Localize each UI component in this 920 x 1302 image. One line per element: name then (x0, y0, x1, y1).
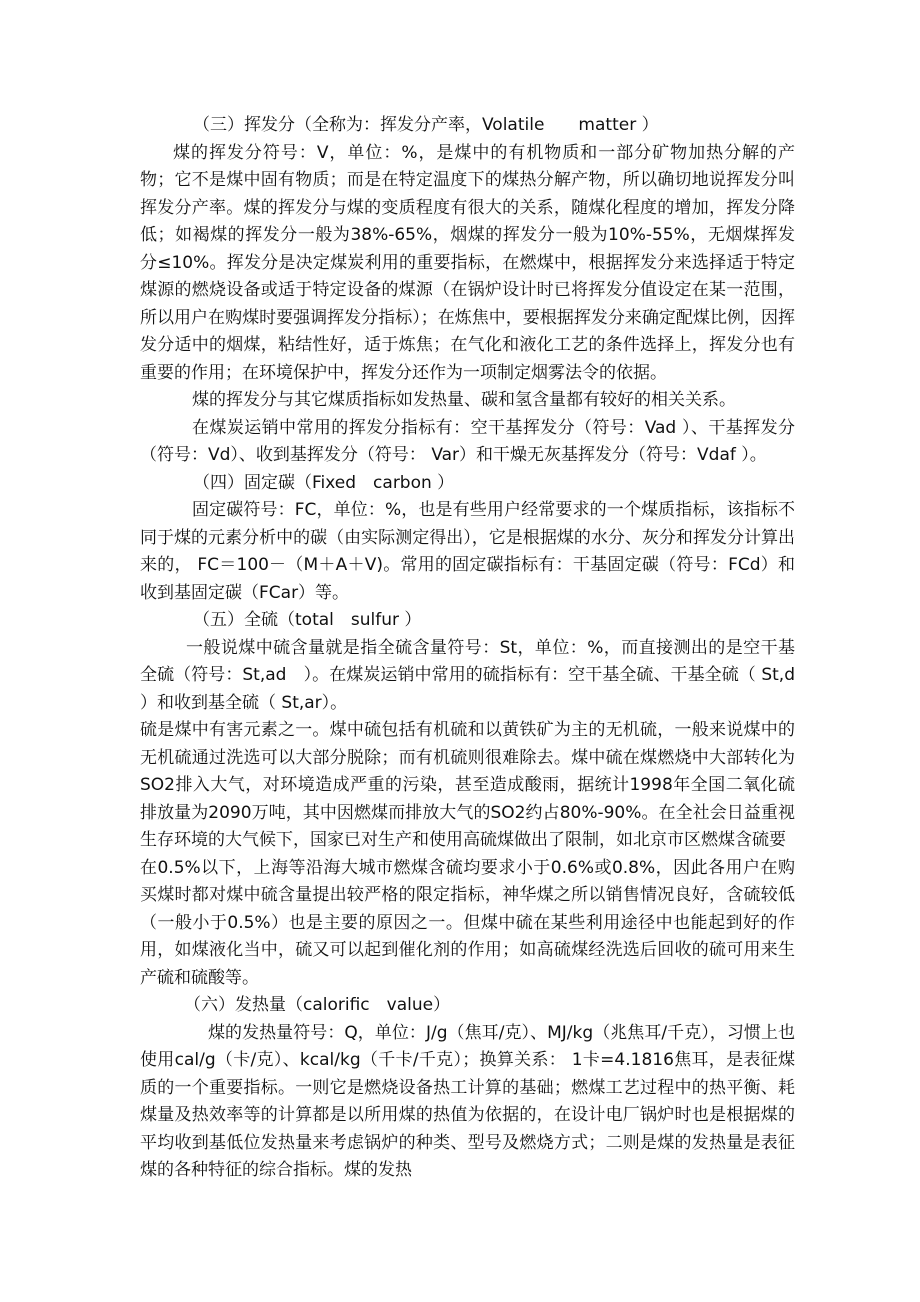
paragraph-sulfur-harm: 硫是煤中有害元素之一。煤中硫包括有机硫和以黄铁矿为主的无机硫，一般来说煤中的无机硫通过洗选可以大部分脱除；而有机硫则很难除去。煤中硫在煤燃烧中大部转化为SO2排入大气，对环境造成严重的污染，甚至造成酸雨，据统计1998年全国二氧化硫排放量为2090万吨，其中因燃煤而排放大气的SO2约占80%-90%。在全社会日益重视生存环境的大气候下，国家已对生产和使用高硫煤做出了限制，如北京市区燃煤含硫要 (140, 720, 795, 850)
paragraph-volatile-definition: 煤的挥发分符号：V，单位：%，是煤中的有机物质和一部分矿物加热分解的产物；它不是煤中固有物质；而是在特定温度下的煤热分解产物，所以确切地说挥发分叫挥发分产率。煤的挥发分与煤的变质程度有很大的关系，随煤化程度的增加，挥发分降低；如褐煤的挥发分一般为38%-65%，烟煤的挥发分一般为10%-55%，无烟煤挥发分≤10%。挥发分是决定煤炭利用的重要指标，在燃煤中，根据挥发分来选择适于特定煤源的燃烧设备或适于特定设备的煤源（在锅炉设计时已将挥发分值设定在某一范围，所以用户在购煤时要强调挥发分指标）；在炼焦中，要根据挥发分来确定配煤比例，因挥发分适中的烟煤，粘结性好，适于炼焦；在气化和液化工艺的条件选择上，挥发分也有重要的作用；在环境保护中，挥发分还作为一项制定烟雾法令的依据。 (140, 142, 795, 383)
paragraph-volatile-indicators: 在煤炭运销中常用的挥发分指标有：空干基挥发分（符号：Vad ）、干基挥发分（符号：Vd）、收到基挥发分（符号： Var）和干燥无灰基挥发分（符号：Vdaf ）。 (140, 417, 795, 465)
paragraph-sulfur-limits: 在0.5%以下，上海等沿海大城市燃煤含硫均要求小于0.6%或0.8%，因此各用户在购买煤时都对煤中硫含量提出较严格的限定指标，神华煤之所以销售情况良好，含硫较低（一般小于0.5%）也是主要的原因之一。但煤中硫在某些利用途径中也能起到好的作用，如煤液化当中，硫又可以起到催化剂的作用；如高硫煤经洗选后回收的硫可用来生产硫和硫酸等。 (140, 857, 795, 988)
paragraph-fixed-carbon: 固定碳符号：FC，单位：%，也是有些用户经常要求的一个煤质指标，该指标不同于煤的元素分析中的碳（由实际测定得出），它是根据煤的水分、灰分和挥发分计算出来的， FC＝100－（M＋A＋V)。常用的固定碳指标有：干基固定碳（符号：FCd）和收到基固定碳（FCar）等。 (140, 500, 795, 603)
paragraph-volatile-correlation: 煤的挥发分与其它煤质指标如发热量、碳和氢含量都有较好的相关关系。 (192, 390, 736, 410)
section-heading-calorific-value: （六）发热量（calorific value） (184, 995, 451, 1015)
paragraph-sulfur-definition: 一般说煤中硫含量就是指全硫含量符号：St，单位：%，而直接测出的是空干基全硫（符号：St,ad ）。在煤炭运销中常用的硫指标有：空干基全硫、干基全硫（ St,d ）和收到基全硫（ St,ar）。 (140, 637, 795, 713)
section-heading-fixed-carbon: （四）固定碳（Fixed carbon ） (193, 472, 455, 493)
document-body (140, 112, 795, 1185)
paragraph-calorific-value: 煤的发热量符号：Q，单位：J/g（焦耳/克）、MJ/kg（兆焦耳/千克），习惯上也使用cal/g（卡/克）、kcal/kg（千卡/千克）；换算关系： 1卡=4.1816焦耳，是表征煤质的一个重要指标。一则它是燃烧设备热工计算的基础；燃煤工艺过程中的热平衡、耗煤量及热效率等的计算都是以所用煤的热值为依据的，在设计电厂锅炉时也是根据煤的平均收到基低位发热量来考虑锅炉的种类、型号及燃烧方式；二则是煤的发热量是表征煤的各种特征的综合指标。煤的发热 (140, 1022, 795, 1180)
section-heading-total-sulfur: （五）全硫（total sulfur ） (193, 610, 422, 630)
section-heading-volatile-matter: （三）挥发分（全称为：挥发分产率，Volatile matter ） (193, 115, 659, 135)
